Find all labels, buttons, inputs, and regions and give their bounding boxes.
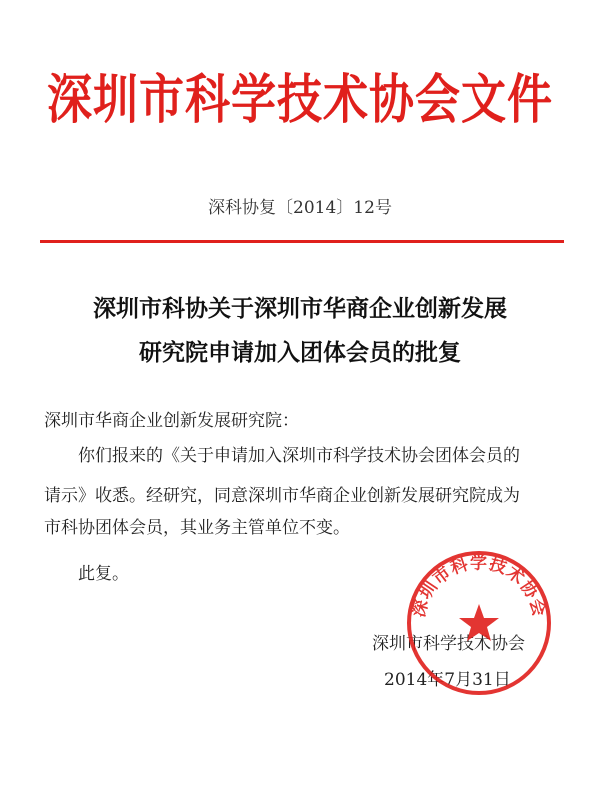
- seal-star: [459, 604, 499, 641]
- svg-text:深圳市科学技术协会: 深圳市科学技术协会: [409, 553, 549, 620]
- body-paragraph-line-2: 请示》收悉。经研究，同意深圳市华商企业创新发展研究院成为: [44, 486, 520, 506]
- signature-date: 2014年7月31日: [384, 670, 511, 690]
- addressee: 深圳市华商企业创新发展研究院：: [44, 411, 299, 431]
- masthead-title: 深圳市科学技术协会文件: [46, 67, 553, 131]
- official-seal-stamp: [404, 548, 554, 698]
- closing-remark: 此复。: [78, 564, 129, 584]
- document-number: 深科协复〔2014〕12号: [208, 198, 392, 218]
- body-paragraph-line-3: 市科协团体会员，其业务主管单位不变。: [44, 518, 350, 538]
- document-title-line-2: 研究院申请加入团体会员的批复: [139, 340, 461, 366]
- body-paragraph-line-1: 你们报来的《关于申请加入深圳市科学技术协会团体会员的: [78, 446, 520, 466]
- red-divider-line: [40, 240, 564, 243]
- sender-signature: 深圳市科学技术协会: [372, 634, 525, 654]
- document-title-line-1: 深圳市科协关于深圳市华商企业创新发展: [93, 296, 507, 322]
